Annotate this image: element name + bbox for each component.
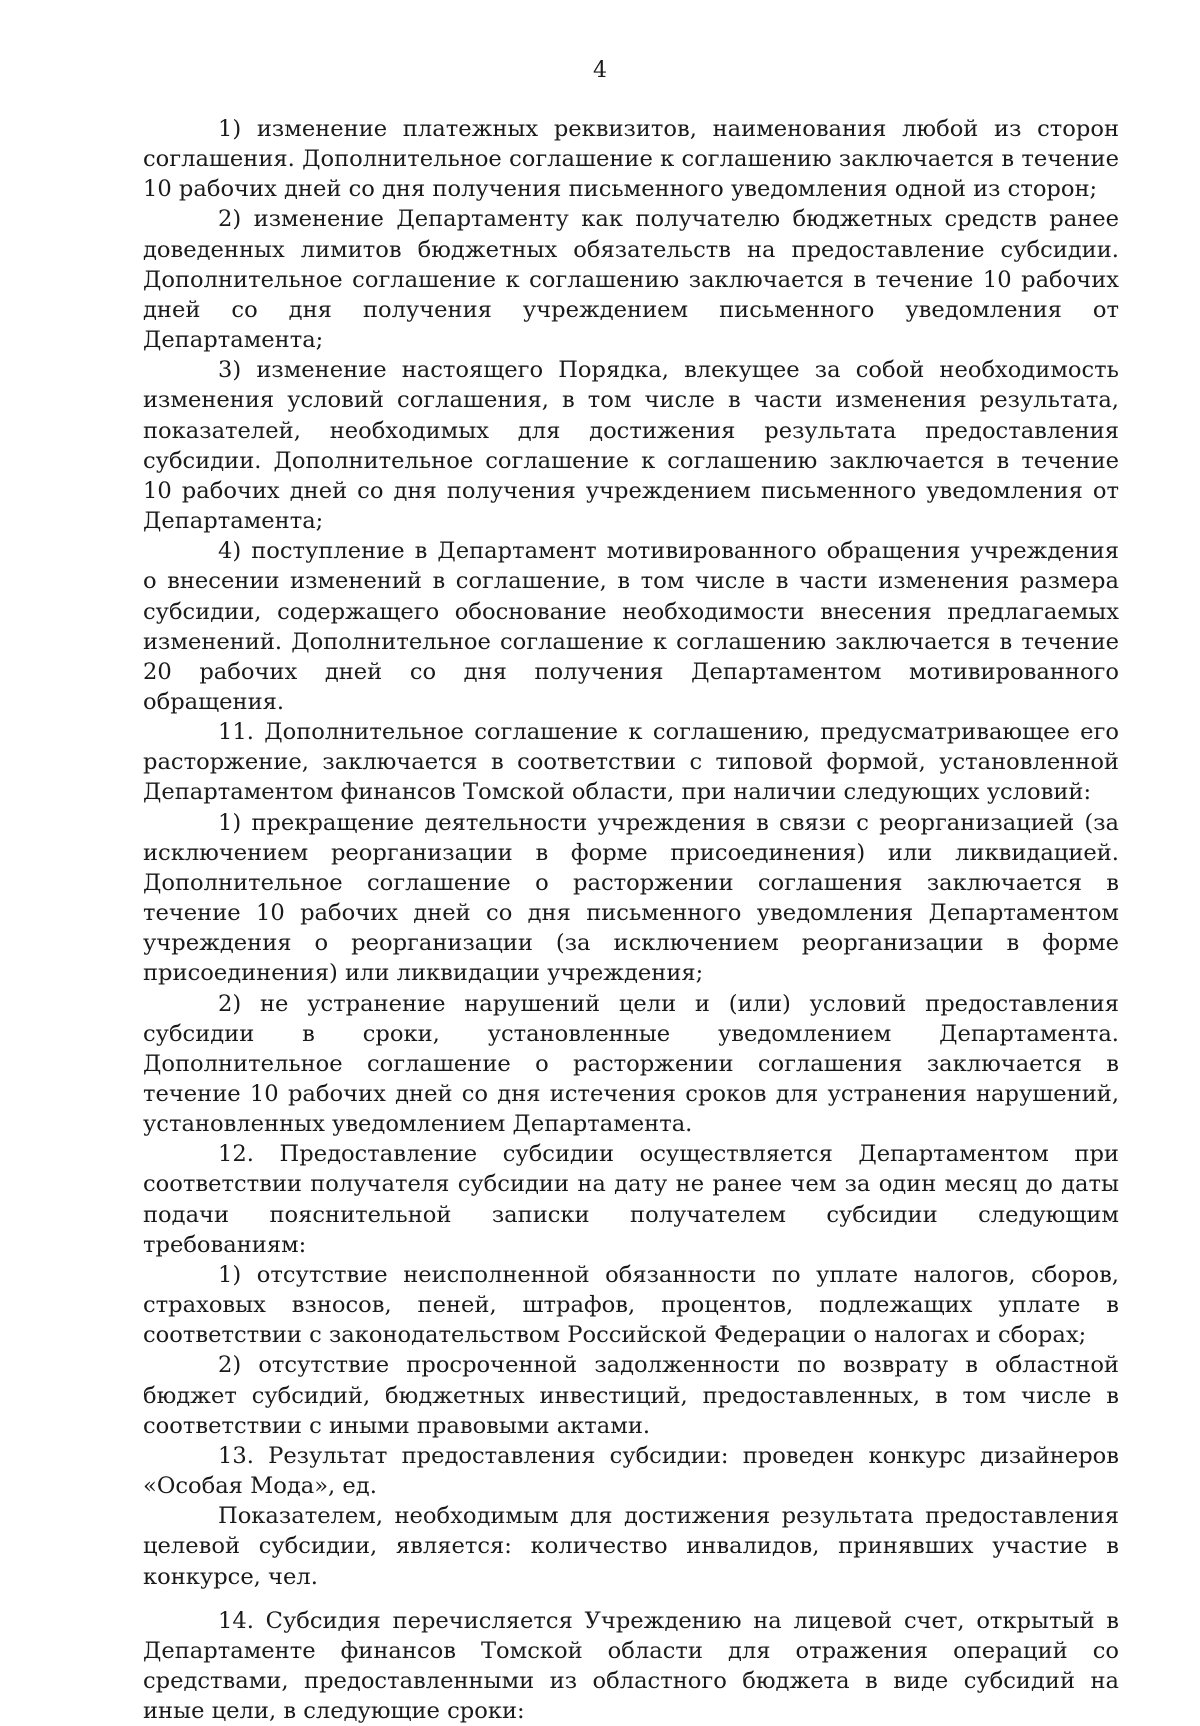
paragraph-no-tax-debt: 1) отсутствие неисполненной обязанности по уплате налогов, сборов, страховых взносов, пеней, штрафов, процентов, подлежащих уплате в соответствии с законодательством Российской Федерации о налогах и сборах; — [143, 1261, 1119, 1349]
paragraph-change-procedure: 3) изменение настоящего Порядка, влекущее за собой необходимость изменения условий соглашения, в том числе в части изменения результата, показателей, необходимых для достижения результата предоставления субсидии. Дополнительное соглашение к соглашению заключается в течение 10 рабочих дней со дня получения учреждением письменного уведомления от Департамента; — [143, 357, 1119, 535]
paragraph-change-payment-details: 1) изменение платежных реквизитов, наименования любой из сторон соглашения. Дополнительное соглашение к соглашению заключается в течение 10 рабочих дней со дня получения письменного уведомления одной из сторон; — [143, 116, 1119, 203]
paragraph-indicator: Показателем, необходимым для достижения результата предоставления целевой субсидии, является: количество инвалидов, принявших участие в конкурсе, чел. — [143, 1503, 1119, 1590]
paragraph-clause-14: 14. Субсидия перечисляется Учреждению на лицевой счет, открытый в Департаменте финансов Томской области для отражения операций со средствами, предоставленными из областного бюджета в виде субсидий на иные цели, в следующие сроки: — [143, 1607, 1119, 1725]
paragraph-clause-12: 12. Предоставление субсидии осуществляется Департаментом при соответствии получателя субсидии на дату не ранее чем за один месяц до даты подачи пояснительной записки получателем субсидии следующим требованиям: — [143, 1141, 1119, 1258]
document-body — [143, 114, 1119, 1726]
paragraph-clause-13: 13. Результат предоставления субсидии: проведен конкурс дизайнеров «Особая Мода», ед. — [143, 1442, 1119, 1500]
page-number: 4 — [593, 58, 607, 83]
paragraph-motivated-request: 4) поступление в Департамент мотивированного обращения учреждения о внесении изменений в соглашение, в том числе в части изменения размера субсидии, содержащего обоснование необходимости внесения предлагаемых изменений. Дополнительное соглашение к соглашению заключается в течение 20 рабочих дней со дня получения Департаментом мотивированного обращения. — [143, 538, 1119, 715]
paragraph-termination-reorganization: 1) прекращение деятельности учреждения в связи с реорганизацией (за исключением реорганизации в форме присоединения) или ликвидацией. Дополнительное соглашение о расторжении соглашения заключается в течение 10 рабочих дней со дня письменного уведомления Департаментом учреждения о реорганизации (за исключением реорганизации в форме присоединения) или ликвидации учреждения; — [143, 809, 1119, 987]
paragraph-termination-violations: 2) не устранение нарушений цели и (или) условий предоставления субсидии в сроки, установленные уведомлением Департамента. Дополнительное соглашение о расторжении соглашения заключается в течение 10 рабочих дней со дня истечения сроков для устранения нарушений, установленных уведомлением Департамента. — [143, 990, 1119, 1138]
paragraph-no-overdue-debt: 2) отсутствие просроченной задолженности по возврату в областной бюджет субсидий, бюджетных инвестиций, предоставленных, в том числе в соответствии с иными правовыми актами. — [143, 1352, 1119, 1439]
paragraph-change-budget-limits: 2) изменение Департаменту как получателю бюджетных средств ранее доведенных лимитов бюджетных обязательств на предоставление субсидии. Дополнительное соглашение к соглашению заключается в течение 10 рабочих дней со дня получения учреждением письменного уведомления от Департамента; — [143, 206, 1119, 354]
paragraph-clause-11: 11. Дополнительное соглашение к соглашению, предусматривающее его расторжение, заключается в соответствии с типовой формой, установленной Департаментом финансов Томской области, при наличии следующих условий: — [143, 719, 1119, 806]
